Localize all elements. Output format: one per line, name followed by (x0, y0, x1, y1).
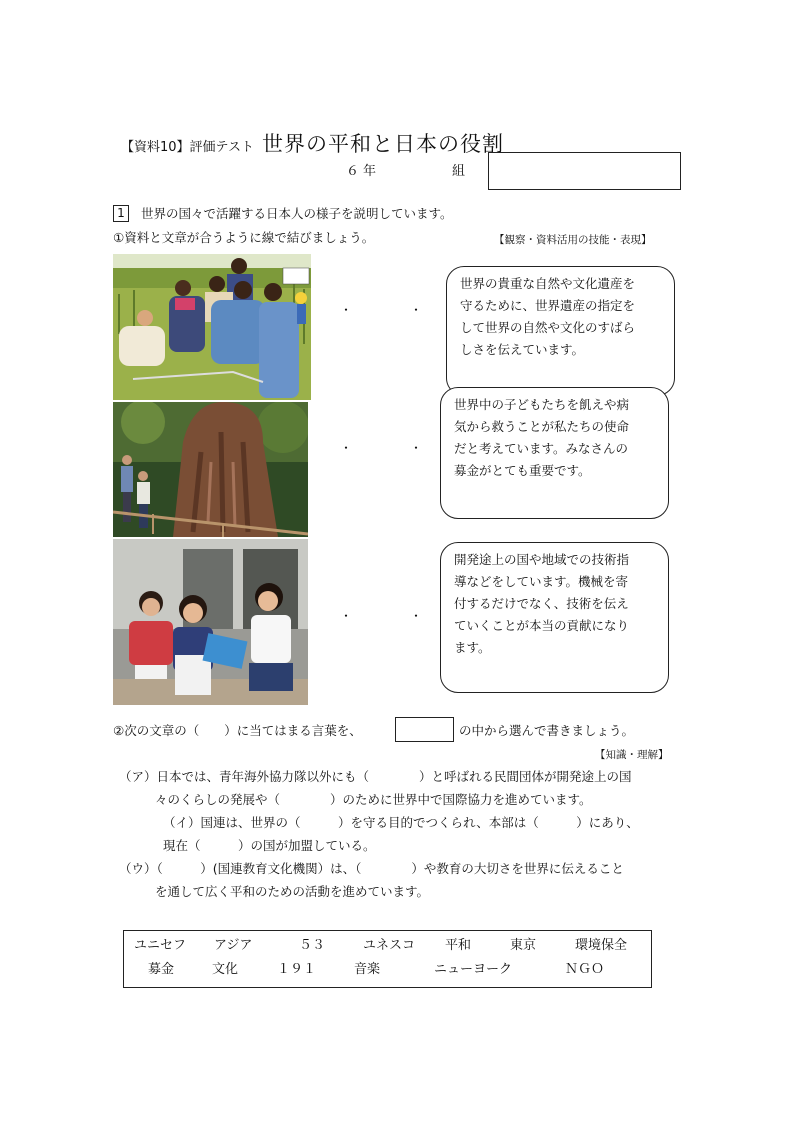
photo-cedar-tree (113, 402, 308, 537)
children-illustration (113, 539, 308, 705)
word-option: 環境保全 (575, 938, 628, 953)
photo-farmers (113, 254, 311, 400)
matching-instruction: ①資料と文章が合うように線で結びましょう。 (113, 230, 375, 245)
connector-dot-left-3[interactable]: ・ (340, 609, 353, 623)
word-option: ユネスコ (363, 938, 416, 953)
bubble-line: しさを伝えています。 (460, 342, 585, 357)
sentence-u-line-2: を通して広く平和のための活動を進めています。 (155, 884, 430, 899)
sentence-a-line-1: （ア）日本では、青年海外協力隊以外にも（ ）と呼ばれる民間団体が開発途上の国 (119, 769, 632, 784)
bubble-line: 世界中の子どもたちを飢えや病 (454, 397, 630, 412)
class-label: 組 (452, 164, 466, 179)
name-field-box[interactable] (488, 152, 681, 190)
question-number: 1 (113, 205, 129, 222)
connector-dot-right-1[interactable]: ・ (410, 303, 423, 317)
connector-dot-right-2[interactable]: ・ (410, 441, 423, 455)
fill-in-instruction-b: の中から選んで書きましょう。 (459, 723, 635, 738)
connector-dot-left-1[interactable]: ・ (340, 303, 353, 317)
word-option: ニューヨーク (434, 962, 513, 977)
description-bubble-children (440, 387, 669, 519)
word-option: １９１ (277, 962, 317, 977)
bubble-line: 導などをしています。機械を寄 (454, 574, 629, 589)
sentence-i-line-1: （イ）国連は、世界の（ ）を守る目的でつくられ、本部は（ ）にあり、 (163, 815, 639, 830)
word-option: 音楽 (354, 962, 381, 977)
page-title: 世界の平和と日本の役割 (262, 132, 504, 156)
header-label: 【資料10】評価テスト (121, 140, 255, 155)
criteria-tag-knowledge: 【知識・理解】 (595, 749, 669, 761)
word-option: 平和 (445, 938, 472, 953)
connector-dot-right-3[interactable]: ・ (410, 609, 423, 623)
bubble-line: ます。 (454, 640, 491, 655)
photo-children (113, 539, 308, 705)
word-option: ＮＧＯ (565, 962, 605, 977)
cedar-tree-illustration (113, 402, 308, 537)
description-bubble-heritage (446, 266, 675, 396)
question-intro: 世界の国々で活躍する日本人の様子を説明しています。 (141, 206, 453, 221)
word-option: 文化 (212, 962, 239, 977)
bubble-line: 開発途上の国や地域での技術指 (454, 552, 630, 567)
description-bubble-technology (440, 542, 669, 693)
sentence-i-line-2: 現在（ ）の国が加盟している。 (163, 838, 376, 853)
word-box-reference (395, 717, 454, 742)
bubble-line: 守るために、世界遺産の指定を (460, 298, 636, 313)
word-option: 募金 (148, 962, 175, 977)
word-option: ５３ (299, 938, 326, 953)
bubble-line: 気から救うことが私たちの使命 (454, 419, 630, 434)
fill-in-instruction-a: ②次の文章の（ ）に当てはまる言葉を、 (113, 723, 362, 738)
sentence-u-line-1: （ウ）（ ）(国連教育文化機関）は、（ ）や教育の大切さを世界に伝えること (119, 861, 624, 876)
bubble-line: 世界の貴重な自然や文化遺産を (460, 276, 636, 291)
word-option: アジア (214, 938, 253, 953)
connector-dot-left-2[interactable]: ・ (340, 441, 353, 455)
word-option: ユニセフ (134, 938, 187, 953)
bubble-line: ていくことが本当の貢献になり (454, 618, 630, 633)
grade-label: ６年 (346, 164, 381, 179)
bubble-line: 募金がとても重要です。 (454, 463, 591, 478)
criteria-tag-skills: 【観察・資料活用の技能・表現】 (494, 234, 652, 246)
bubble-line: 付するだけでなく、技術を伝え (454, 596, 629, 611)
sentence-a-line-2: 々のくらしの発展や（ ）のために世界中で国際協力を進めています。 (155, 792, 592, 807)
bubble-line: して世界の自然や文化のすばら (460, 320, 636, 335)
word-option: 東京 (510, 938, 537, 953)
farmers-illustration (113, 254, 311, 400)
bubble-line: だと考えています。みなさんの (454, 441, 629, 456)
